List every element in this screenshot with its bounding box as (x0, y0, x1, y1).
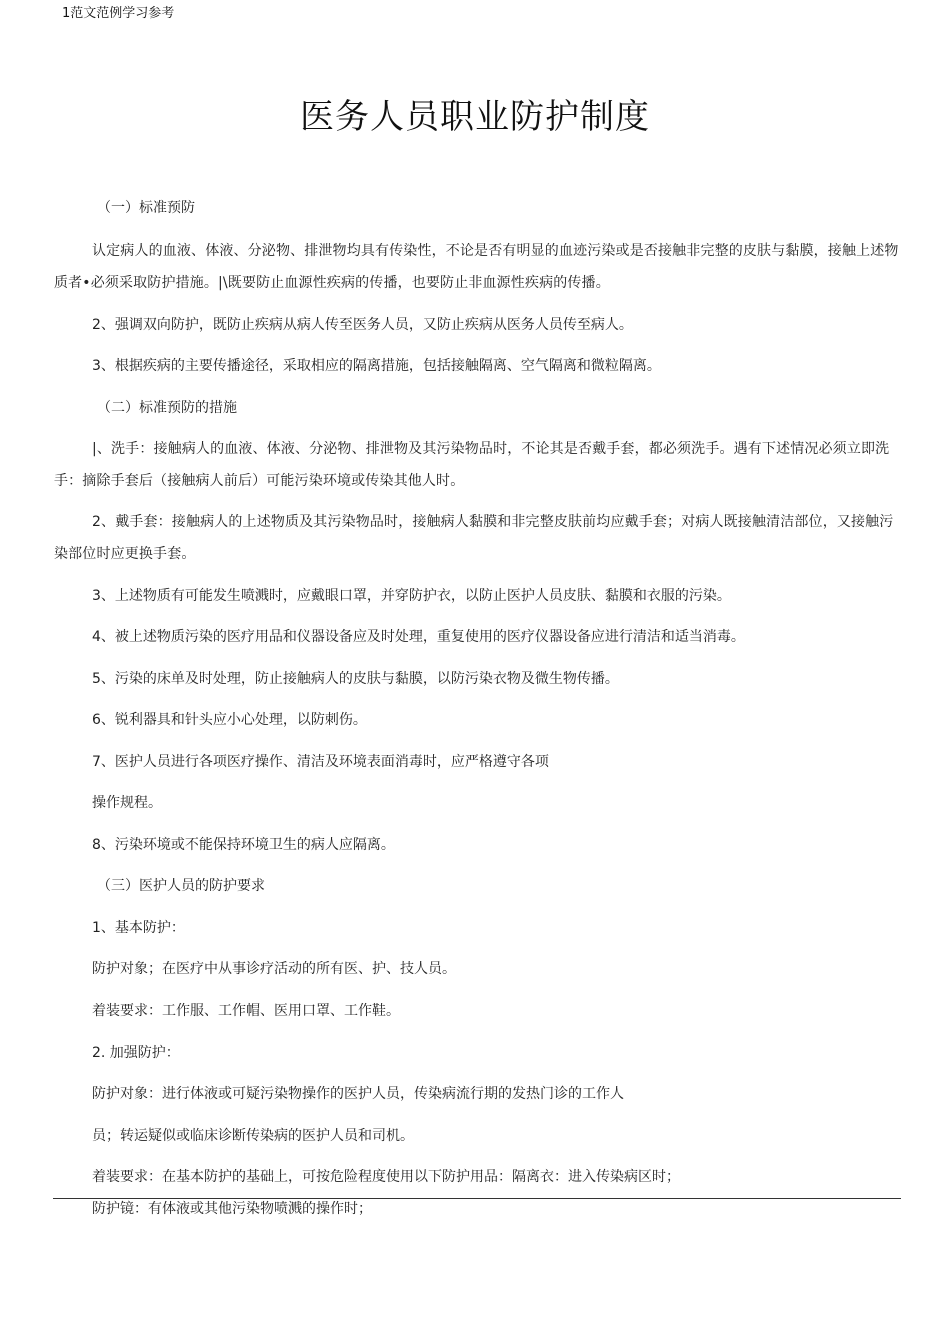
paragraph-basic-target: 防护对象；在医疗中从事诊疗活动的所有医、护、技人员。 (92, 961, 456, 977)
paragraph-measure-7: 7、医护人员进行各项医疗操作、清洁及环境表面消毒时，应严格遵守各项 (92, 754, 549, 770)
paragraph-enhanced-target: 防护对象：进行体液或可疑污染物操作的医护人员，传染病流行期的发热门诊的工作人 (92, 1086, 624, 1102)
paragraph-goggles: 防护镜：有体液或其他污染物喷溅的操作时； (92, 1201, 372, 1217)
paragraph-hand-washing: |、洗手：接触病人的血液、体液、分泌物、排泄物及其污染物品时，不论其是否戴手套，都必须洗手。遇有下述情况必须立即洗手：摘除手套后（接触病人前后）可能污染环境或传染其他人时。 (54, 441, 890, 489)
section-heading-standard-prevention: （一）标准预防 (97, 200, 195, 216)
paragraph-measure-4: 4、被上述物质污染的医疗用品和仪器设备应及时处理，重复使用的医疗仪器设备应进行清洁和适当消毒。 (92, 629, 745, 645)
paragraph-measure-6: 6、锐利器具和针头应小心处理，以防刺伤。 (92, 712, 367, 728)
document-title: 医务人员职业防护制度 (300, 97, 650, 137)
paragraph-enhanced-target-continued: 员；转运疑似或临床诊断传染病的医护人员和司机。 (92, 1128, 414, 1144)
paragraph-gloves: 2、戴手套：接触病人的上述物质及其污染物品时，接触病人黏膜和非完整皮肤前均应戴手套；对病人既接触清洁部位，又接触污染部位时应更换手套。 (54, 514, 894, 562)
section-heading-protection-requirements: （三）医护人员的防护要求 (97, 878, 265, 894)
paragraph-measure-3: 3、上述物质有可能发生喷溅时，应戴眼口罩，并穿防护衣，以防止医护人员皮肤、黏膜和衣服的污染。 (92, 588, 731, 604)
header-note: 1范文范例学习参考 (62, 6, 175, 21)
paragraph-infectivity: 认定病人的血液、体液、分泌物、排泄物均具有传染性，不论是否有明显的血迹污染或是否接触非完整的皮肤与黏膜，接触上述物质者•必须采取防护措施。|\既要防止血源性疾病的传播，也要防止非血源性疾病的传播。 (54, 243, 899, 291)
paragraph-measure-7-continued: 操作规程。 (92, 795, 162, 811)
paragraph-enhanced-attire: 着装要求：在基本防护的基础上，可按危险程度使用以下防护用品：隔离衣：进入传染病区时； (92, 1169, 680, 1185)
paragraph-enhanced-protection: 2. 加强防护： (92, 1045, 180, 1061)
paragraph-measure-5: 5、污染的床单及时处理，防止接触病人的皮肤与黏膜，以防污染衣物及微生物传播。 (92, 671, 619, 687)
section-heading-measures: （二）标准预防的措施 (97, 400, 237, 416)
paragraph-item-3: 3、根据疾病的主要传播途径，采取相应的隔离措施，包括接触隔离、空气隔离和微粒隔离。 (92, 358, 661, 374)
paragraph-basic-attire: 着装要求：工作服、工作帽、医用口罩、工作鞋。 (92, 1003, 400, 1019)
paragraph-item-2: 2、强调双向防护，既防止疾病从病人传至医务人员，又防止疾病从医务人员传至病人。 (92, 317, 633, 333)
paragraph-basic-protection: 1、基本防护： (92, 920, 185, 936)
paragraph-measure-8: 8、污染环境或不能保持环境卫生的病人应隔离。 (92, 837, 395, 853)
